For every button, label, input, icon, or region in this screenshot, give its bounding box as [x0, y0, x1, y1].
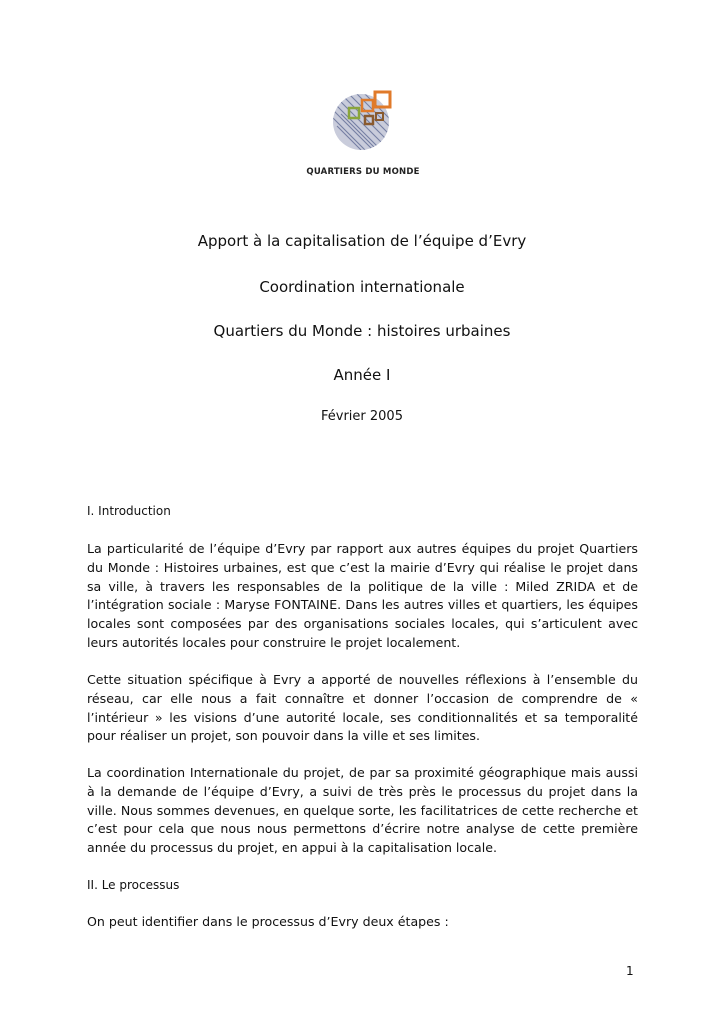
- paragraph: Cette situation spécifique à Evry a apporté de nouvelles réflexions à l’ensemble du réseau, car elle nous a fait connaître et donner l’occasion de comprendre de « l’intérieur » les visions d’une autorité locale, ses conditionnalités et sa temporalité pour réaliser un projet, son pouvoir dans la ville et ses limites.: [87, 672, 638, 744]
- document-subtitle-project: Quartiers du Monde : histoires urbaines: [213, 322, 511, 340]
- page-number: 1: [626, 964, 634, 978]
- document-subtitle-coordination: Coordination internationale: [259, 278, 465, 296]
- paragraph: La particularité de l’équipe d’Evry par rapport aux autres équipes du projet Quartiers du Monde : Histoires urbaines, est que c’est la mairie d’Evry qui réalise le projet dans sa ville, à travers les responsables de la politique de la ville : Miled ZRIDA et de l’intégration sociale : Maryse FONTAINE. Dans les autres villes et quartiers, les équipes locales sont composées par des organisations sociales locales, qui s’articulent avec leurs autorités locales pour construire le projet localement.: [87, 541, 638, 650]
- document-title: Apport à la capitalisation de l’équipe d’Evry: [197, 232, 527, 250]
- paragraph: On peut identifier dans le processus d’Evry deux étapes :: [87, 914, 449, 929]
- document-subtitle-year: Année I: [333, 366, 391, 384]
- section-heading-introduction: I. Introduction: [87, 504, 171, 518]
- logo-brand-text: QUARTIERS DU MONDE: [306, 167, 420, 177]
- document-date: Février 2005: [321, 409, 403, 424]
- section-heading-processus: II. Le processus: [87, 878, 180, 892]
- quartiers-du-monde-logo: [331, 86, 397, 152]
- logo-emblem-icon: [331, 86, 397, 152]
- paragraph: La coordination Internationale du projet, de par sa proximité géographique mais aussi à la demande de l’équipe d’Evry, a suivi de très près le processus du projet dans la ville. Nous sommes devenues, en quelque sorte, les facilitatrices de cette recherche et c’est pour cela que nous nous permettons d’écrire notre analyse de cette première année du processus du projet, en appui à la capitalisation locale.: [87, 765, 638, 856]
